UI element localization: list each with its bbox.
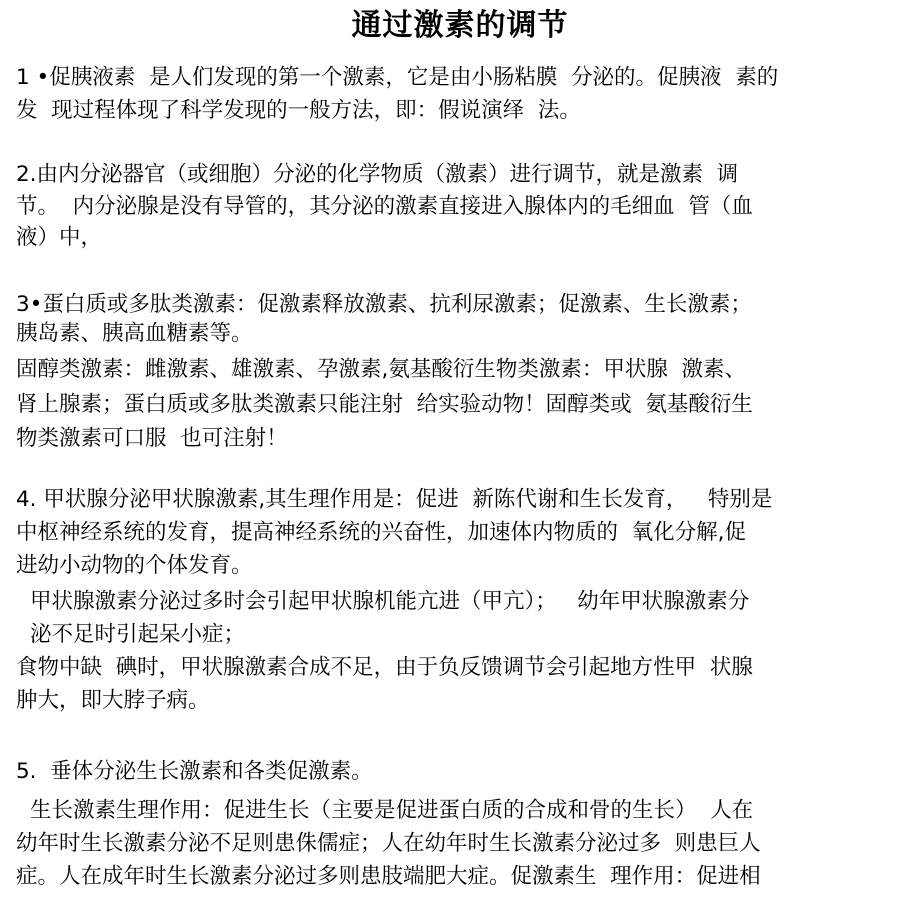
paragraph-line: 1 •促胰液素 是人们发现的第一个激素，它是由小肠粘膜 分泌的。促胰液 素的 bbox=[16, 65, 779, 90]
paragraph-line: 物类激素可口服 也可注射！ bbox=[16, 426, 288, 451]
page-title: 通过激素的调节 bbox=[351, 8, 569, 43]
paragraph-line: 泌不足时引起呆小症； bbox=[30, 622, 246, 647]
paragraph-line: 液）中， bbox=[16, 225, 103, 250]
paragraph-line: 胰岛素、胰高血糖素等。 bbox=[16, 321, 253, 346]
paragraph-line: 4. 甲状腺分泌甲状腺激素,其生理作用是：促进 新陈代谢和生长发育， 特别是 bbox=[16, 487, 773, 512]
paragraph-line: 肾上腺素；蛋白质或多肽类激素只能注射 给实验动物！固醇类或 氨基酸衍生 bbox=[16, 392, 753, 417]
paragraph-line: 食物中缺 碘时，甲状腺激素合成不足，由于负反馈调节会引起地方性甲 状腺 bbox=[16, 655, 753, 680]
paragraph-line: 进幼小动物的个体发育。 bbox=[16, 553, 253, 578]
paragraph-line: 幼年时生长激素分泌不足则患侏儒症；人在幼年时生长激素分泌过多 则患巨人 bbox=[16, 831, 761, 856]
paragraph-line: 5. 垂体分泌生长激素和各类促激素。 bbox=[16, 759, 373, 784]
paragraph-line: 发 现过程体现了科学发现的一般方法，即：假说演绎 法。 bbox=[16, 98, 581, 123]
paragraph-line: 固醇类激素：雌激素、雄激素、孕激素,氨基酸衍生物类激素：甲状腺 激素、 bbox=[16, 357, 747, 382]
paragraph-line: 2.由内分泌器官（或细胞）分泌的化学物质（激素）进行调节，就是激素 调 bbox=[16, 162, 739, 187]
paragraph-line: 节。 内分泌腺是没有导管的，其分泌的激素直接进入腺体内的毛细血 管（血 bbox=[16, 194, 753, 219]
paragraph-line: 生长激素生理作用：促进生长（主要是促进蛋白质的合成和骨的生长） 人在 bbox=[30, 798, 754, 823]
paragraph-line: 肿大，即大脖子病。 bbox=[16, 688, 210, 713]
paragraph-line: 症。人在成年时生长激素分泌过多则患肢端肥大症。促激素生 理作用：促进相 bbox=[16, 864, 761, 889]
paragraph-line: 3•蛋白质或多肽类激素：促激素释放激素、抗利尿激素；促激素、生长激素； bbox=[16, 292, 752, 317]
paragraph-line: 中枢神经系统的发育，提高神经系统的兴奋性，加速体内物质的 氧化分解,促 bbox=[16, 520, 747, 545]
paragraph-line: 甲状腺激素分泌过多时会引起甲状腺机能亢进（甲亢）； 幼年甲状腺激素分 bbox=[30, 589, 750, 614]
